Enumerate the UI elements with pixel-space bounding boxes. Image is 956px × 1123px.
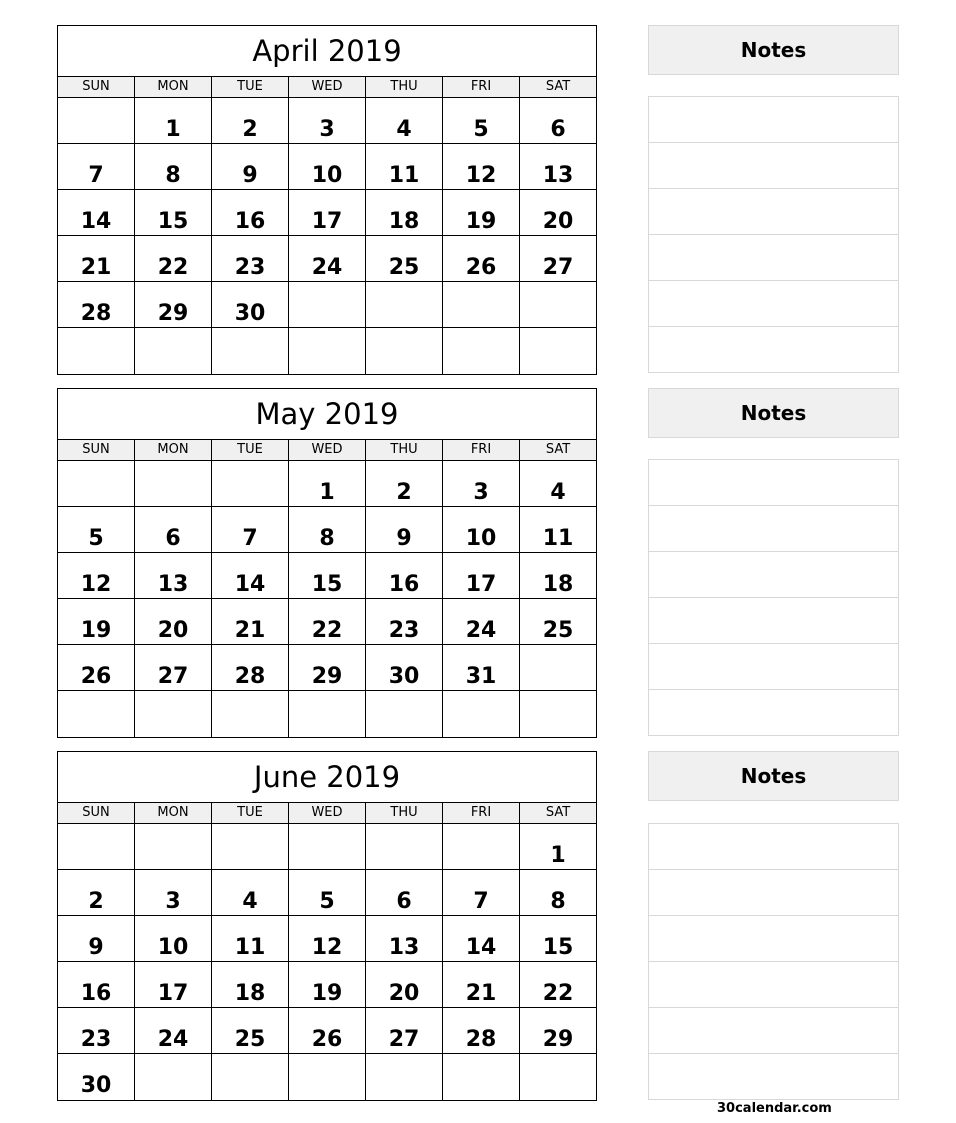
weekday-sat: SAT (545, 79, 571, 94)
day-cell (58, 824, 135, 869)
week-row (58, 1054, 596, 1100)
day-cell: 19 (443, 190, 520, 235)
weekday-sat: SAT (545, 805, 571, 820)
day-cell: 14 (212, 553, 289, 598)
day-cell: 19 (289, 962, 366, 1007)
day-cell: 8 (289, 507, 366, 552)
day-cell: 27 (542, 255, 574, 280)
day-cell: 30 (212, 282, 289, 327)
day-cell: 27 (366, 1008, 443, 1053)
day-cell (366, 691, 443, 737)
notes-area-may (648, 459, 899, 736)
day-cell: 23 (212, 236, 289, 281)
day-cell: 14 (443, 916, 520, 961)
day-cell: 15 (542, 935, 574, 960)
day-cell: 19 (58, 599, 135, 644)
day-cell: 3 (289, 98, 366, 143)
day-cell: 24 (443, 599, 520, 644)
day-cell (366, 282, 443, 327)
day-cell: 10 (443, 507, 520, 552)
day-cell (58, 98, 135, 143)
day-cell: 23 (366, 599, 443, 644)
weekday-sat: SAT (545, 442, 571, 457)
day-cell: 7 (58, 144, 135, 189)
day-cell: 22 (289, 599, 366, 644)
weekday-thu: THU (366, 77, 443, 97)
day-cell (366, 1054, 443, 1100)
week-row (58, 553, 596, 599)
day-cell (289, 1054, 366, 1100)
day-cell: 6 (550, 117, 566, 142)
day-cell: 20 (135, 599, 212, 644)
day-cell (443, 1054, 520, 1100)
day-cell: 15 (135, 190, 212, 235)
notes-area-april (648, 96, 899, 373)
day-cell: 28 (212, 645, 289, 690)
day-cell: 13 (366, 916, 443, 961)
day-cell: 4 (366, 98, 443, 143)
note-line (649, 598, 898, 644)
day-cell (58, 328, 135, 374)
day-cell: 29 (289, 645, 366, 690)
day-cell: 2 (366, 461, 443, 506)
day-cell: 17 (443, 553, 520, 598)
day-cell: 12 (443, 144, 520, 189)
note-line (649, 1008, 898, 1054)
day-cell: 5 (58, 507, 135, 552)
month-title: May 2019 (58, 389, 596, 440)
day-cell (135, 1054, 212, 1100)
day-cell (212, 824, 289, 869)
day-cell (135, 691, 212, 737)
day-cell: 17 (135, 962, 212, 1007)
day-cell: 17 (289, 190, 366, 235)
note-line (649, 97, 898, 143)
weekday-wed: WED (289, 440, 366, 460)
day-cell: 20 (542, 209, 574, 234)
day-cell: 2 (212, 98, 289, 143)
day-cell (443, 328, 520, 374)
note-line (649, 281, 898, 327)
day-cell (520, 328, 596, 374)
day-cell (212, 328, 289, 374)
day-cell: 29 (542, 1027, 574, 1052)
day-cell: 16 (212, 190, 289, 235)
weekday-thu: THU (366, 803, 443, 823)
day-cell (135, 461, 212, 506)
notes-header-june: Notes (648, 751, 899, 801)
day-cell: 5 (289, 870, 366, 915)
weekday-wed: WED (289, 803, 366, 823)
day-cell: 9 (212, 144, 289, 189)
weekday-tue: TUE (212, 803, 289, 823)
weekday-sun: SUN (58, 803, 135, 823)
day-cell: 8 (550, 889, 566, 914)
day-cell: 23 (58, 1008, 135, 1053)
day-cell (212, 461, 289, 506)
day-cell: 22 (135, 236, 212, 281)
day-cell: 6 (135, 507, 212, 552)
weekday-header (58, 77, 596, 98)
weekday-header (58, 440, 596, 461)
week-row (58, 645, 596, 691)
day-cell (58, 691, 135, 737)
day-cell (520, 1054, 596, 1100)
week-row (58, 507, 596, 553)
day-cell: 30 (366, 645, 443, 690)
day-cell: 26 (289, 1008, 366, 1053)
site-footer-text: 30calendar.com (717, 1101, 832, 1116)
day-cell: 30 (58, 1054, 135, 1100)
week-row (58, 236, 596, 282)
week-grid (58, 824, 596, 1100)
day-cell: 24 (135, 1008, 212, 1053)
day-cell (366, 328, 443, 374)
weekday-wed: WED (289, 77, 366, 97)
week-row (58, 144, 596, 190)
day-cell: 14 (58, 190, 135, 235)
day-cell: 18 (542, 572, 574, 597)
day-cell: 21 (443, 962, 520, 1007)
day-cell: 26 (58, 645, 135, 690)
note-line (649, 824, 898, 870)
week-row (58, 1008, 596, 1054)
week-row (58, 916, 596, 962)
day-cell: 13 (135, 553, 212, 598)
note-line (649, 644, 898, 690)
day-cell: 10 (135, 916, 212, 961)
month-title: April 2019 (58, 26, 596, 77)
day-cell: 9 (58, 916, 135, 961)
week-row (58, 461, 596, 507)
day-cell (443, 691, 520, 737)
day-cell: 20 (366, 962, 443, 1007)
day-cell: 4 (550, 480, 566, 505)
day-cell: 4 (212, 870, 289, 915)
day-cell: 2 (58, 870, 135, 915)
day-cell: 25 (366, 236, 443, 281)
week-grid (58, 98, 596, 374)
day-cell: 28 (58, 282, 135, 327)
day-cell: 22 (542, 981, 574, 1006)
note-line (649, 327, 898, 372)
note-line (649, 143, 898, 189)
weekday-header (58, 803, 596, 824)
day-cell: 24 (289, 236, 366, 281)
week-row (58, 328, 596, 374)
calendar-april-2019 (57, 25, 597, 375)
day-cell: 13 (542, 163, 574, 188)
weekday-mon: MON (135, 803, 212, 823)
week-row (58, 962, 596, 1008)
day-cell (135, 824, 212, 869)
day-cell: 29 (135, 282, 212, 327)
day-cell (289, 691, 366, 737)
weekday-fri: FRI (443, 803, 520, 823)
weekday-fri: FRI (443, 440, 520, 460)
day-cell: 16 (58, 962, 135, 1007)
notes-header-april: Notes (648, 25, 899, 75)
day-cell: 12 (58, 553, 135, 598)
day-cell: 18 (212, 962, 289, 1007)
day-cell: 1 (550, 843, 566, 868)
day-cell: 12 (289, 916, 366, 961)
day-cell: 8 (135, 144, 212, 189)
note-line (649, 460, 898, 506)
week-row (58, 98, 596, 144)
calendar-june-2019 (57, 751, 597, 1101)
week-row (58, 599, 596, 645)
day-cell: 7 (212, 507, 289, 552)
day-cell (520, 282, 596, 327)
day-cell: 3 (135, 870, 212, 915)
day-cell: 10 (289, 144, 366, 189)
note-line (649, 690, 898, 735)
note-line (649, 552, 898, 598)
day-cell: 7 (443, 870, 520, 915)
day-cell: 31 (443, 645, 520, 690)
month-title: June 2019 (58, 752, 596, 803)
day-cell: 5 (443, 98, 520, 143)
notes-header-may: Notes (648, 388, 899, 438)
day-cell: 16 (366, 553, 443, 598)
day-cell: 1 (135, 98, 212, 143)
day-cell: 11 (366, 144, 443, 189)
day-cell: 6 (366, 870, 443, 915)
note-line (649, 962, 898, 1008)
day-cell: 11 (212, 916, 289, 961)
note-line (649, 916, 898, 962)
note-line (649, 235, 898, 281)
day-cell (520, 645, 596, 690)
note-line (649, 189, 898, 235)
day-cell: 11 (542, 526, 574, 551)
week-row (58, 282, 596, 328)
day-cell (443, 824, 520, 869)
weekday-tue: TUE (212, 77, 289, 97)
day-cell: 15 (289, 553, 366, 598)
day-cell (135, 328, 212, 374)
day-cell (289, 824, 366, 869)
calendar-may-2019 (57, 388, 597, 738)
day-cell (443, 282, 520, 327)
day-cell: 21 (212, 599, 289, 644)
day-cell: 21 (58, 236, 135, 281)
weekday-fri: FRI (443, 77, 520, 97)
weekday-thu: THU (366, 440, 443, 460)
day-cell: 26 (443, 236, 520, 281)
day-cell: 27 (135, 645, 212, 690)
weekday-sun: SUN (58, 77, 135, 97)
week-row (58, 824, 596, 870)
day-cell: 25 (542, 618, 574, 643)
week-row (58, 870, 596, 916)
day-cell (212, 691, 289, 737)
day-cell: 25 (212, 1008, 289, 1053)
note-line (649, 1054, 898, 1099)
weekday-sun: SUN (58, 440, 135, 460)
day-cell: 3 (443, 461, 520, 506)
week-grid (58, 461, 596, 737)
day-cell (58, 461, 135, 506)
day-cell: 28 (443, 1008, 520, 1053)
day-cell: 9 (366, 507, 443, 552)
week-row (58, 691, 596, 737)
day-cell: 1 (289, 461, 366, 506)
note-line (649, 870, 898, 916)
note-line (649, 506, 898, 552)
day-cell (289, 328, 366, 374)
weekday-tue: TUE (212, 440, 289, 460)
notes-area-june (648, 823, 899, 1100)
day-cell (366, 824, 443, 869)
day-cell (289, 282, 366, 327)
weekday-mon: MON (135, 440, 212, 460)
week-row (58, 190, 596, 236)
day-cell (212, 1054, 289, 1100)
day-cell: 18 (366, 190, 443, 235)
day-cell (520, 691, 596, 737)
weekday-mon: MON (135, 77, 212, 97)
